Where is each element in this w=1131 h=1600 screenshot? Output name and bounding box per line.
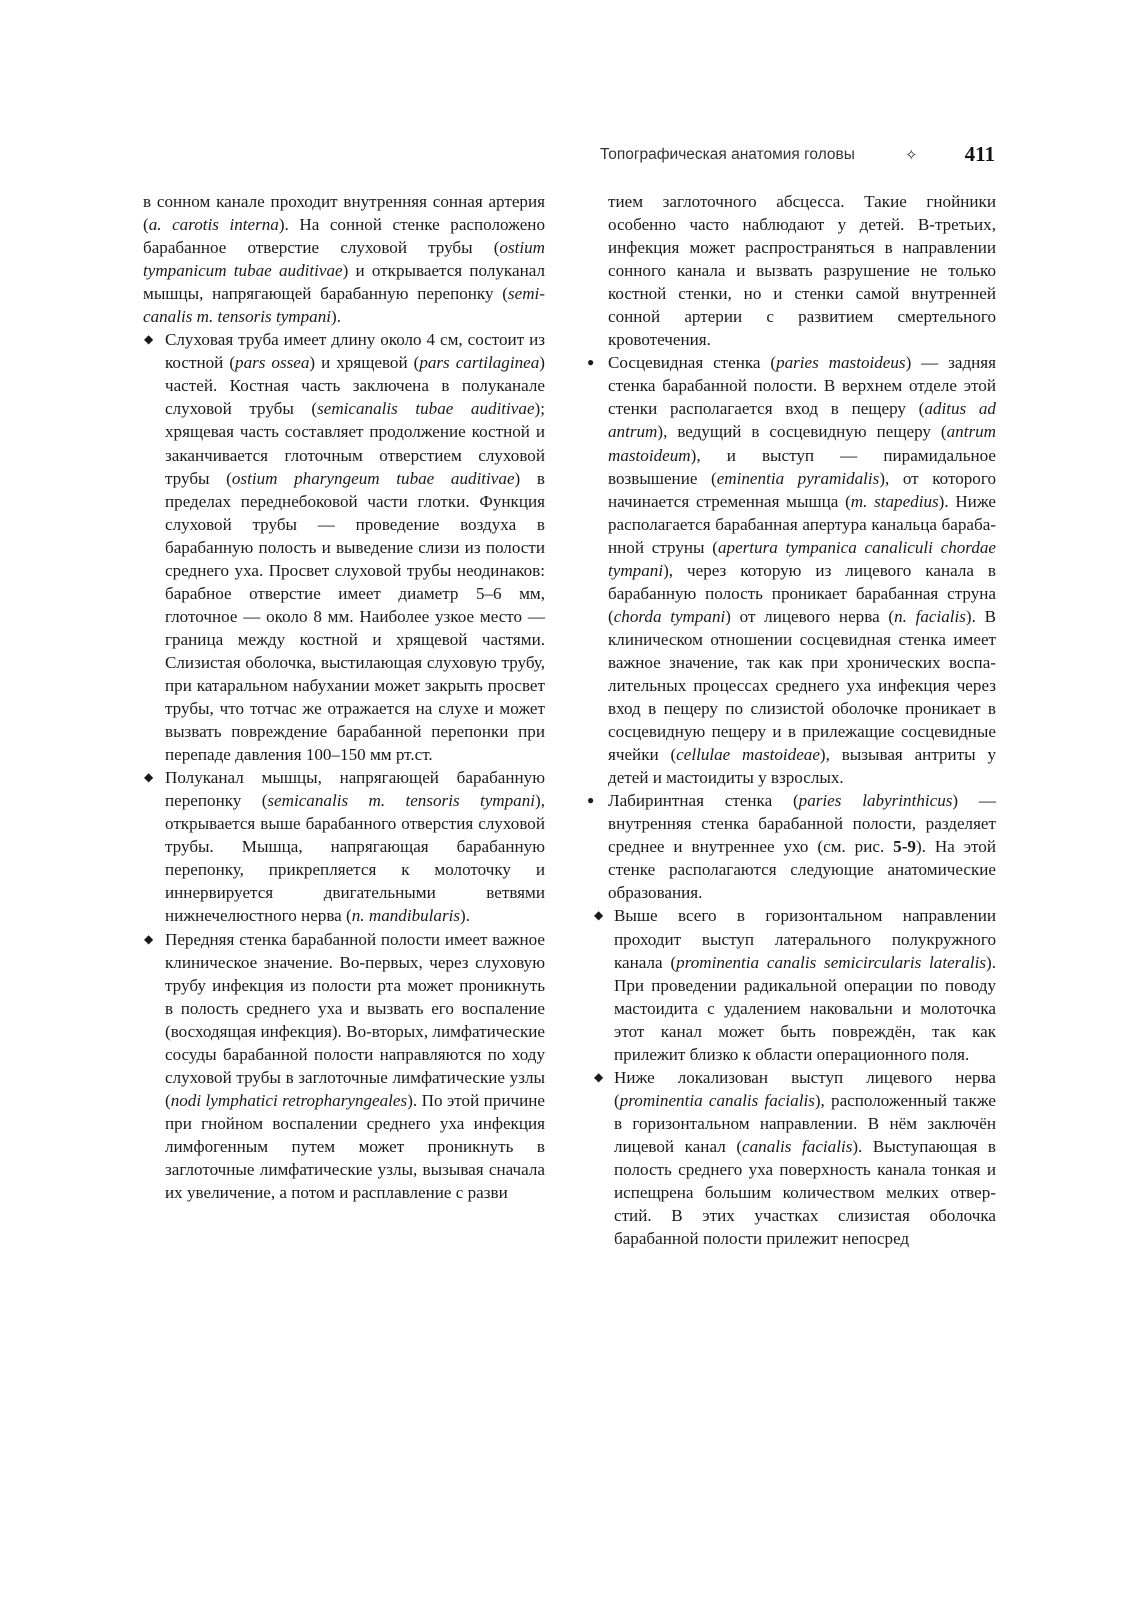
text-run: тием заглоточного абсцесса. Такие гнойники особенно часто наблюдают у детей. В-третьих, инфекция может распространяться в направлении сонного канала и вызвать разрушение не только костной стенки, но и стенки самой внутренней сонной артерии с развитием смертельного кровотечения.: [608, 192, 996, 350]
diamond-bullet-icon: ◆: [144, 332, 154, 347]
bullet-text: [608, 353, 996, 787]
text-run: ); хрящевая часть составляет продолжение костной и заканчивается глоточным отверстием слуховой трубы (: [165, 399, 545, 488]
text-run: ). При проведении радикальной операции по поводу мастоидита с удалением наковальни и молоточка этот канал может быть повреждён, так как прилежит близко к области операционного поля.: [614, 952, 996, 1064]
text-run: Слуховая труба имеет длину около 4 см, состоит из костной (: [165, 330, 545, 373]
running-head-ornament-icon: ✧: [905, 147, 918, 164]
latin-term: prominentia canalis facialis: [619, 1090, 815, 1110]
latin-term: aditus ad antrum: [608, 399, 996, 442]
text-run: ) частей. Костная часть заключена в полуканале слуховой трубы (: [165, 353, 545, 419]
running-head: [600, 143, 995, 167]
text-run: ) и открывается полуканал мышцы, напрягающей барабанную перепонку (: [143, 261, 545, 304]
text-run: Выше всего в горизонтальном направлении проходит выступ латерального полукружного канала (: [614, 906, 996, 972]
bullet-item: [143, 766, 545, 927]
latin-term: pars cartilaginea: [419, 353, 540, 373]
sub-bullet-text: [614, 906, 996, 1063]
sub-bullet-item: [594, 1066, 996, 1250]
text-run: ) от лицевого нерва (: [725, 606, 895, 626]
latin-term: semicanalis tubae auditivae: [317, 399, 535, 419]
text-run: ), и выступ — пирамидальное возвышение (: [608, 445, 996, 488]
sub-bullet-item: [594, 904, 996, 1065]
diamond-bullet-icon: ◆: [144, 931, 154, 946]
latin-term: apertura tympanica canaliculi chordae tympani: [608, 537, 997, 580]
text-run: ), ведущий в сосцевидную пещеру (: [657, 422, 947, 442]
latin-term: n. facialis: [894, 606, 966, 626]
sub-bullet-text: [614, 1068, 996, 1248]
latin-term: m. stapedius: [850, 491, 939, 511]
text-run: Передняя стенка барабанной полости имеет важное клиническое значение. Во-первых, через слуховую трубу инфекция из полости рта может проникнуть в полость среднего уха и вызвать его воспаление (восходящая инфекция). Во-вторых, лимфатические сосуды барабанной полости направляются по ходу слуховой трубы в заглоточные лимфатические узлы (: [165, 929, 545, 1110]
text-run: Сосцевидная стенка (: [608, 353, 777, 373]
latin-term: semicanalis m. tensoris tympani: [143, 284, 545, 327]
text-run: ) — задняя стенка барабанной полости. В верхнем отделе этой стенки располагается вход в пещеру (: [608, 353, 997, 419]
text-run: в сонном канале проходит внутренняя сонная артерия (: [143, 192, 545, 235]
bullet-item: [143, 328, 545, 766]
text-run: Полуканал мышцы, напрягающей барабанную перепонку (: [165, 768, 545, 811]
latin-term: chorda tympani: [613, 606, 726, 626]
latin-term: ostium pharyngeum tubae auditivae: [231, 468, 515, 488]
running-head-title: Топографическая анатомия головы: [600, 146, 855, 163]
latin-term: nodi lymphatici retropharyngeales: [170, 1090, 408, 1110]
paragraph: [143, 190, 545, 328]
bullet-text: [165, 930, 545, 1203]
figure-ref: 5-9: [893, 837, 916, 857]
latin-term: prominentia canalis semicircularis lateralis: [676, 952, 987, 972]
bullet-item: [143, 928, 545, 1205]
page-number: 411: [964, 142, 995, 166]
latin-term: antrum mastoideum: [608, 422, 996, 465]
text-run: ).: [331, 307, 341, 327]
text-run: ) в пределах переднебоковой части глотки. Функция слуховой трубы — проведение воздуха в барабанную полость и выведение слизи из полости среднего уха. Просвет слуховой трубы неодинаков: барабное отверстие имеет диаметр 5–6 мм, глоточное — около 8 мм. Наиболее узкое место — граница между костной и хрящевой частями. Слизистая оболочка, выстилающая слуховую трубу, при катаральном набухании может закрыть просвет трубы, что тотчас же отражается на слухе и может вызвать повреждение барабанной перепонки при перепаде давления 100–150 мм рт.ст.: [165, 468, 545, 765]
left-column: [143, 190, 545, 1204]
dot-bullet-icon: ●: [587, 793, 595, 808]
latin-term: semicanalis m. tensoris tympani: [267, 791, 536, 811]
diamond-bullet-icon: ◆: [594, 908, 604, 923]
latin-term: n. mandibularis: [351, 906, 461, 926]
text-run: ). В клиническом отношении сосцевидная стенка имеет важное значение, так как при хронических воспалительных процессах среднего уха инфекция через вход в пещеру по слизистой оболочке проникает в сосцевидную пещеру и в прилежащие сосцевидные ячейки (: [608, 606, 996, 765]
text-run: ), через которую из лицевого канала в барабанную полость проникает барабанная струна (: [608, 560, 996, 626]
diamond-bullet-icon: ◆: [594, 1069, 604, 1084]
text-run: ), от которого начинается стременная мышца (: [608, 468, 996, 511]
text-run: ).: [460, 906, 470, 926]
text-run: ). На сонной стенке расположено барабанное отверстие слуховой трубы (: [143, 215, 545, 258]
diamond-bullet-icon: ◆: [144, 770, 154, 785]
bullet-text: [165, 330, 545, 764]
text-run: ). По этой причине при гнойном воспалении среднего уха инфекция лимфогенным путем может проникнуть в заглоточные лимфатические узлы, вызывая сначала их увеличение, а потом и расплавление с разви: [165, 1090, 546, 1203]
latin-term: eminentia pyramidalis: [716, 468, 880, 488]
text-run: Лабиринтная стенка (: [608, 791, 799, 811]
right-column: [586, 190, 996, 1250]
text-run: ), открывается выше барабанного отверстия слуховой трубы. Мышца, напрягающая барабанную перепонку, прикрепляется к молоточку и иннервируется двигательными ветвями нижнечелюстного нерва (: [165, 791, 545, 926]
latin-term: paries mastoideus: [776, 353, 906, 373]
text-run: ). Ниже располагается барабанная апертура канальца барабанной струны (: [608, 491, 996, 557]
text-run: ), расположенный также в горизонтальном направлении. В нём заключён лицевой канал (: [614, 1090, 996, 1156]
latin-term: paries labyrinthicus: [798, 791, 953, 811]
text-run: ) — внутренняя стенка барабанной полости, разделяет среднее и внутреннее ухо (см. рис.: [608, 791, 996, 857]
text-run: Ниже локализован выступ лицевого нерва (: [614, 1067, 996, 1110]
latin-term: a. carotis interna: [148, 215, 279, 235]
text-run: ). Выступающая в полость среднего уха поверхность канала тонкая и испещрена большим количеством мелких отверстий. В этих участках слизистая оболочка барабанной полости прилежит непосред: [614, 1136, 997, 1249]
latin-term: pars ossea: [235, 353, 310, 373]
bullet-item: [586, 789, 996, 904]
latin-term: ostium tympanicum tubae auditivae: [143, 238, 545, 281]
bullet-text: [165, 768, 545, 925]
latin-term: canalis facialis: [742, 1136, 853, 1156]
continuation-paragraph: [586, 190, 996, 351]
bullet-item: [586, 351, 996, 789]
text-run: ), вызывая антриты у детей и мастоидиты у взрослых.: [608, 745, 996, 788]
bullet-text: [608, 791, 996, 902]
dot-bullet-icon: ●: [587, 355, 595, 370]
text-run: ). На этой стенке располагаются следующие анатомические образования.: [608, 837, 996, 903]
latin-term: cellulae mastoideae: [676, 745, 820, 765]
text-run: ) и хрящевой (: [309, 353, 420, 373]
